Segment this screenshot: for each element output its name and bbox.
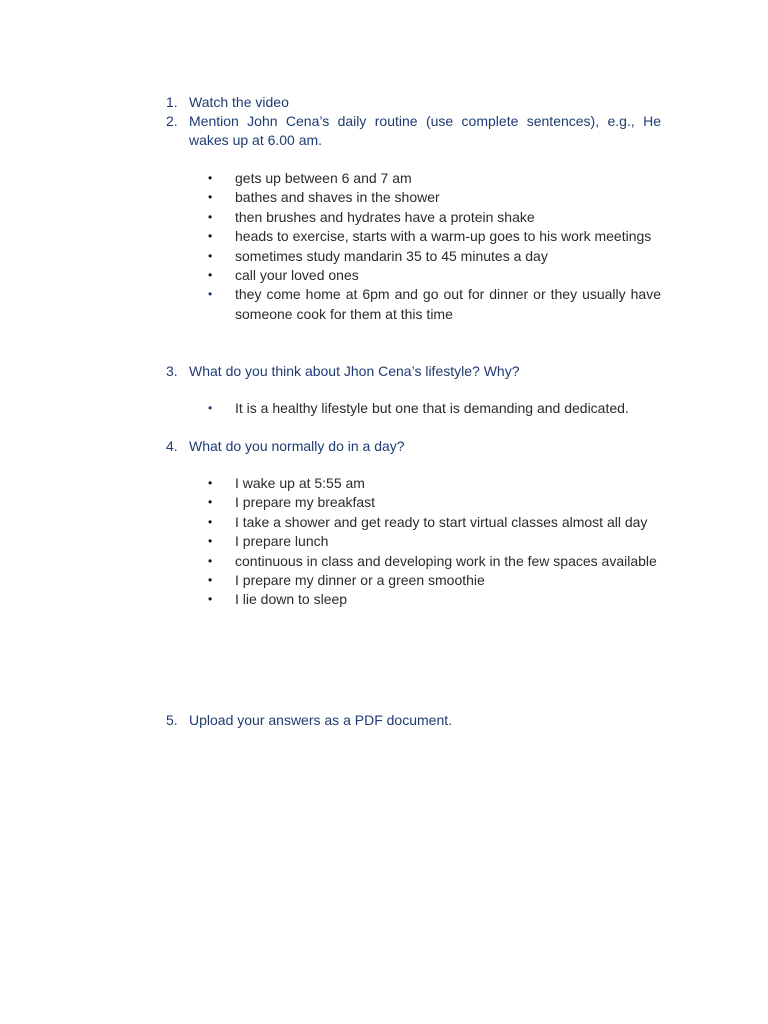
bullet-icon: • xyxy=(208,209,213,224)
list-item-text: I prepare my dinner or a green smoothie xyxy=(235,572,485,589)
bullet-icon: • xyxy=(208,476,213,490)
bullet-icon: • xyxy=(208,534,213,549)
list-item xyxy=(208,188,661,207)
question-1 xyxy=(166,93,661,112)
list-item xyxy=(208,399,661,418)
bullet-icon: • xyxy=(208,495,213,510)
bullet-icon: • xyxy=(208,573,213,588)
list-item xyxy=(208,266,661,285)
question-text: What do you think about Jhon Cena’s lifestyle? Why? xyxy=(189,363,520,379)
question-4 xyxy=(166,437,661,456)
question-text: Mention John Cena’s daily routine (use complete sentences), e.g., He wakes up at 6.00 am. xyxy=(189,113,661,148)
question-number: 2. xyxy=(166,113,178,129)
bullet-icon: • xyxy=(208,248,213,263)
list-item xyxy=(208,571,661,590)
list-item xyxy=(208,590,661,609)
list-item-text: continuous in class and developing work in the few spaces available xyxy=(235,552,657,569)
list-item xyxy=(208,247,661,266)
list-item-text: It is a healthy lifestyle but one that is demanding and dedicated. xyxy=(235,400,629,416)
question-number: 3. xyxy=(166,363,178,379)
question-text: Upload your answers as a PDF document. xyxy=(189,712,453,728)
routine-bullet-list xyxy=(208,169,661,324)
question-number: 4. xyxy=(166,438,178,454)
bullet-icon: • xyxy=(208,287,213,302)
lifestyle-bullet-list xyxy=(208,399,661,418)
bullet-icon: • xyxy=(208,401,213,415)
list-item-text: heads to exercise, starts with a warm-up goes to his work meetings xyxy=(235,228,652,245)
list-item xyxy=(208,227,661,246)
list-item xyxy=(208,208,661,227)
list-item-text: call your loved ones xyxy=(235,267,359,284)
list-item-text: gets up between 6 and 7 am xyxy=(235,170,412,186)
bullet-icon: • xyxy=(208,592,213,607)
question-number: 1. xyxy=(166,94,178,110)
bullet-icon: • xyxy=(208,514,213,529)
list-item-text: I lie down to sleep xyxy=(235,591,348,608)
question-2 xyxy=(166,112,661,150)
question-3 xyxy=(166,362,661,381)
list-item-text: bathes and shaves in the shower xyxy=(235,189,440,206)
question-5 xyxy=(166,711,661,730)
list-item-text: I prepare my breakfast xyxy=(235,494,376,511)
my-day-bullet-list xyxy=(208,474,661,610)
list-item xyxy=(208,552,661,571)
list-item-text: then brushes and hydrates have a protein shake xyxy=(235,208,535,225)
list-item-text: they come home at 6pm and go out for dinner or they usually have someone cook for them at this time xyxy=(235,286,661,322)
question-number: 5. xyxy=(166,712,178,728)
bullet-icon: • xyxy=(208,268,213,283)
question-text: What do you normally do in a day? xyxy=(189,438,405,454)
question-text: Watch the video xyxy=(189,94,289,110)
list-item-text: I take a shower and get ready to start virtual classes almost all day xyxy=(235,513,648,530)
list-item xyxy=(208,285,661,324)
list-item xyxy=(208,169,661,188)
list-item xyxy=(208,532,661,551)
list-item xyxy=(208,474,661,493)
bullet-icon: • xyxy=(208,190,213,205)
list-item-text: I wake up at 5:55 am xyxy=(235,475,365,491)
list-item xyxy=(208,493,661,512)
bullet-icon: • xyxy=(208,229,213,244)
bullet-icon: • xyxy=(208,171,213,185)
list-item xyxy=(208,513,661,532)
list-item-text: I prepare lunch xyxy=(235,533,329,550)
bullet-icon: • xyxy=(208,553,213,568)
list-item-text: sometimes study mandarin 35 to 45 minutes a day xyxy=(235,247,548,264)
